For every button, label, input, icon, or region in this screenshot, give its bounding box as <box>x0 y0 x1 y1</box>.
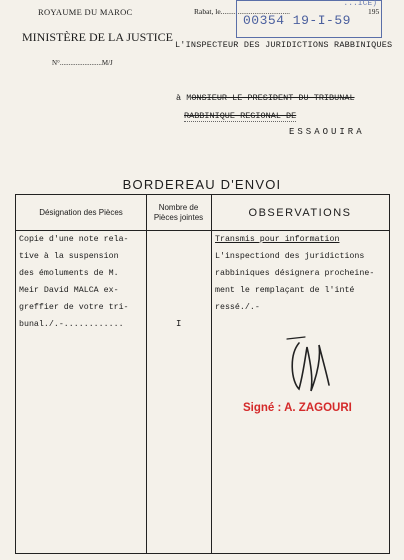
address-city: ESSAOUIRA <box>289 127 365 137</box>
year-suffix: 195 <box>368 7 380 16</box>
inspector-title: L'INSPECTEUR DES JURIDICTIONS RABBINIQUES <box>175 40 393 50</box>
kingdom-heading: ROYAUME DU MAROC <box>38 7 133 17</box>
designation-line: Copie d'une note rela- <box>19 235 129 244</box>
reference-number-field: N°........................M/J <box>52 59 113 67</box>
count-header: Nombre de Pièces jointes <box>153 202 204 222</box>
observation-line: ment le remplaçant de l'inté <box>215 286 355 295</box>
designation-line: tive à la suspension <box>19 252 119 261</box>
registration-stamp <box>236 0 382 38</box>
observation-line: L'inspectiond des juridictions <box>215 252 365 261</box>
signature-name: Signé : A. ZAGOURI <box>243 402 352 414</box>
address-struck-text-1: ONSIEUR LE PRESIDENT DU TRIBUNAL <box>191 93 355 103</box>
designation-line: bunal./.-............ <box>19 320 124 329</box>
designation-column <box>16 195 147 553</box>
stamp-top-text: ...ICE) <box>343 0 377 8</box>
address-prefix: à M <box>176 93 192 103</box>
stamp-date: 00354 19-I-59 <box>243 13 351 28</box>
observation-line: Transmis pour information <box>215 235 340 244</box>
header-divider <box>16 230 389 231</box>
ministry-heading: MINISTÈRE DE LA JUSTICE <box>22 30 173 44</box>
address-line-1 <box>176 93 355 103</box>
designation-line: Meir David MALCA ex- <box>19 286 119 295</box>
observation-line: rabbiniques désignera procheine- <box>215 269 375 278</box>
pieces-count: I <box>176 319 182 329</box>
designation-header: Désignation des Pièces <box>39 208 123 217</box>
address-line-2 <box>184 111 296 122</box>
place-date-label: Rabat, le..................................... <box>194 7 291 16</box>
handwritten-signature <box>285 335 335 395</box>
count-column <box>146 195 212 553</box>
designation-line: greffier de votre tri- <box>19 303 129 312</box>
address-struck-text-2: RABBINIQUE REGIONAL DE <box>184 111 297 121</box>
observations-header: OBSERVATIONS <box>248 206 352 219</box>
document-title: BORDEREAU D'ENVOI <box>122 177 282 192</box>
observation-line: ressé./.- <box>215 303 260 312</box>
designation-line: des émoluments de M. <box>19 269 119 278</box>
